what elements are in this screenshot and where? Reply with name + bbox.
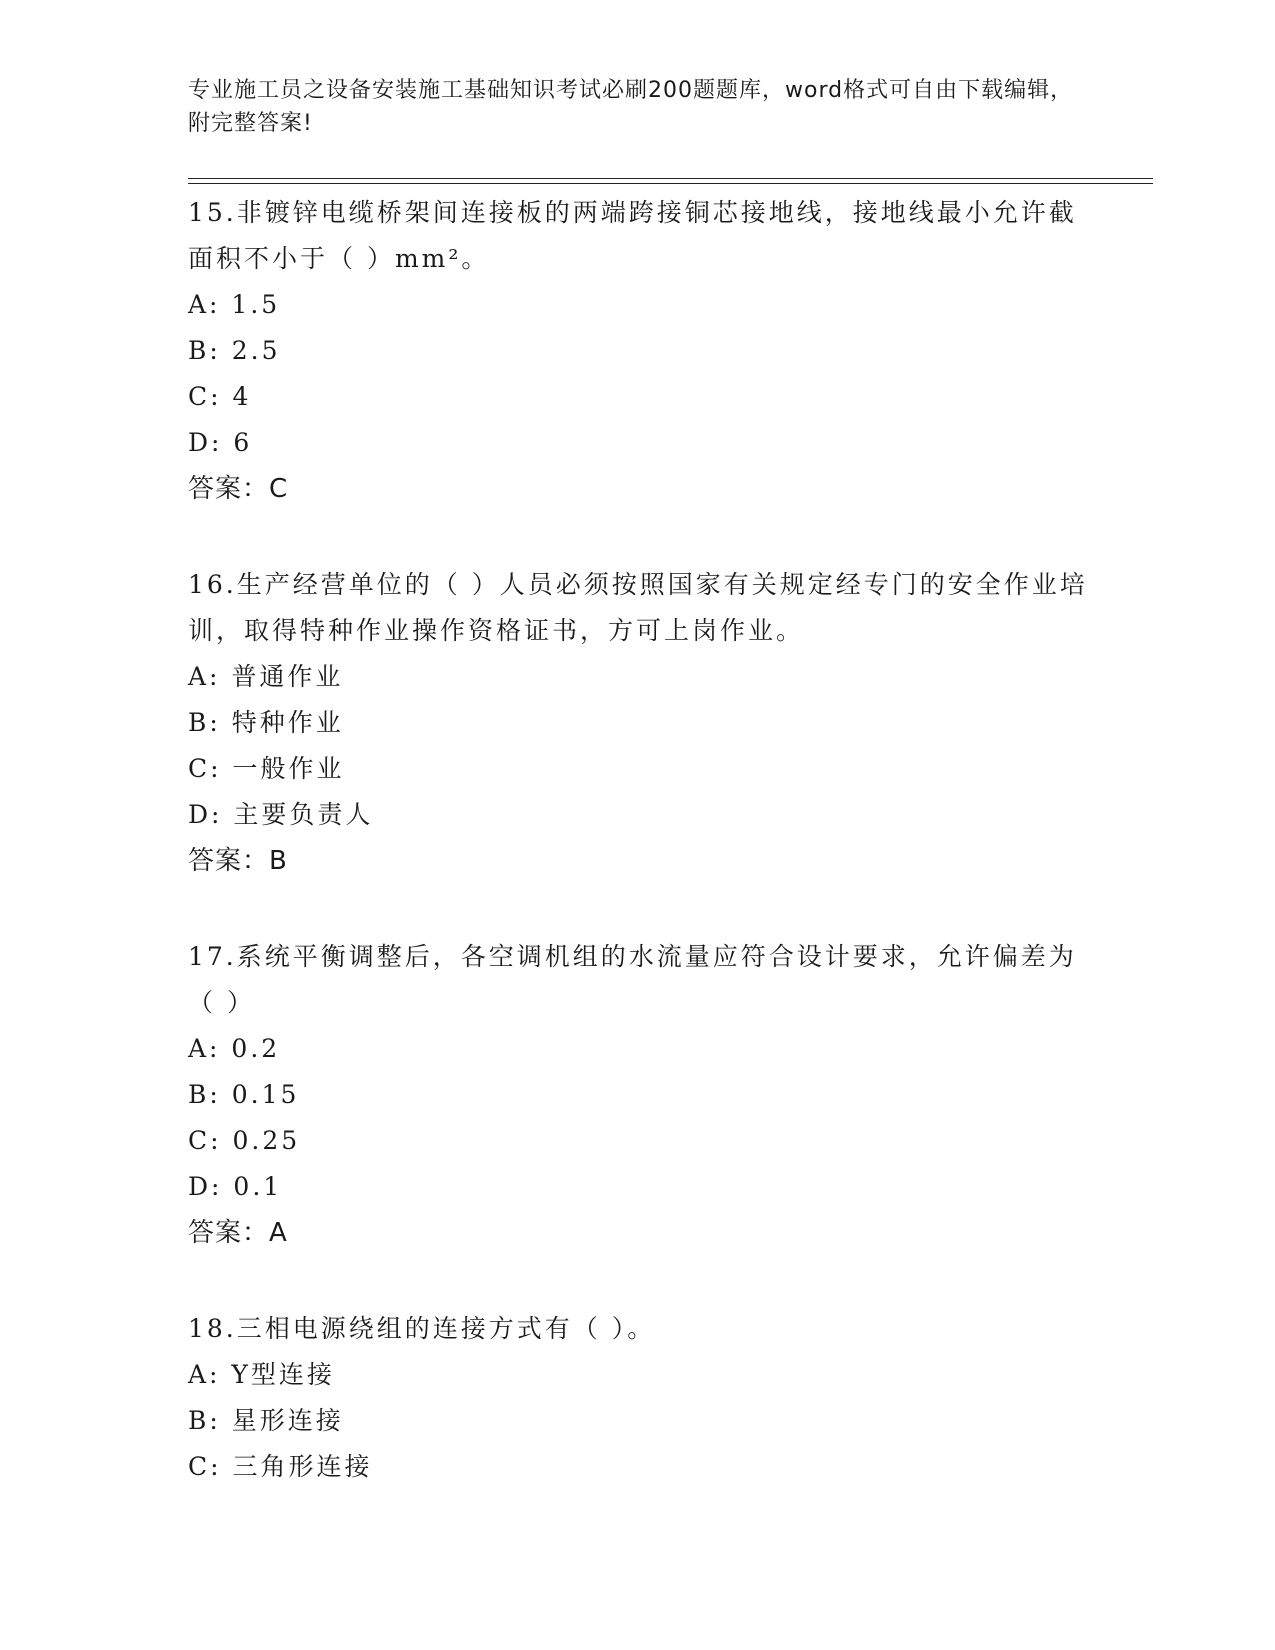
option-d: D: 0.1 xyxy=(188,1172,283,1201)
question-stem: 16.生产经营单位的（ ）人员必须按照国家有关规定经专门的安全作业培训，取得特种作业操作资格证书，方可上岗作业。 xyxy=(188,570,1088,645)
option-d: D: 6 xyxy=(188,428,253,457)
option-c: C: 4 xyxy=(188,382,252,411)
question-stem: 18.三相电源绕组的连接方式有（ ）。 xyxy=(188,1314,656,1343)
option-a: A: 普通作业 xyxy=(188,662,344,691)
header-divider-top xyxy=(188,178,1153,179)
question-18 xyxy=(188,1306,1088,1490)
question-17 xyxy=(188,934,1088,1256)
header-divider-bottom xyxy=(188,183,1153,184)
question-16 xyxy=(188,562,1088,884)
option-c: C: 三角形连接 xyxy=(188,1452,373,1481)
option-d: D: 主要负责人 xyxy=(188,800,374,829)
question-list xyxy=(188,190,1088,1540)
option-b: B: 星形连接 xyxy=(188,1406,344,1435)
answer-line: 答案：A xyxy=(188,1218,288,1248)
option-a: A: Y型连接 xyxy=(188,1360,335,1389)
answer-line: 答案：B xyxy=(188,846,288,876)
option-c: C: 一般作业 xyxy=(188,754,345,783)
question-stem: 17.系统平衡调整后，各空调机组的水流量应符合设计要求，允许偏差为（ ） xyxy=(188,942,1077,1017)
document-header: 专业施工员之设备安装施工基础知识考试必刷200题题库，word格式可自由下载编辑，附完整答案! xyxy=(188,78,1074,136)
option-b: B: 特种作业 xyxy=(188,708,344,737)
option-a: A: 1.5 xyxy=(188,290,281,319)
option-b: B: 2.5 xyxy=(188,336,281,365)
option-a: A: 0.2 xyxy=(188,1034,281,1063)
answer-line: 答案：C xyxy=(188,474,289,504)
option-b: B: 0.15 xyxy=(188,1080,300,1109)
question-stem: 15.非镀锌电缆桥架间连接板的两端跨接铜芯接地线，接地线最小允许截面积不小于（ ）mm²。 xyxy=(188,198,1077,273)
option-c: C: 0.25 xyxy=(188,1126,301,1155)
question-15 xyxy=(188,190,1088,512)
